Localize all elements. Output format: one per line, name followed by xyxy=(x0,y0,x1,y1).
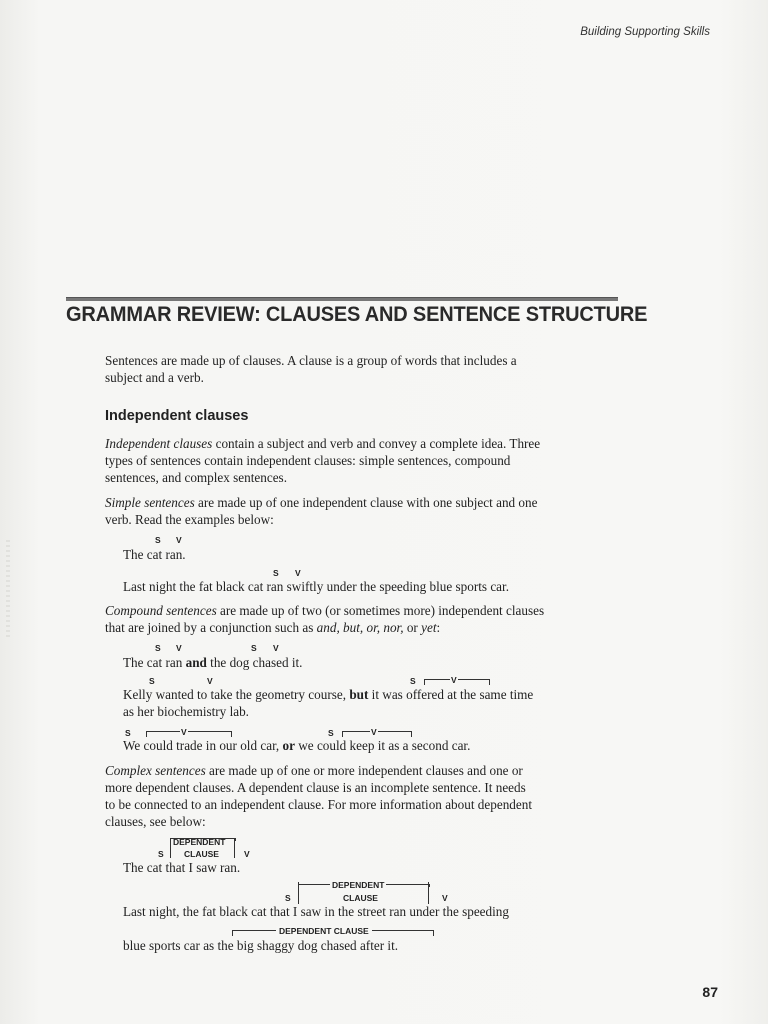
clause-bracket-left xyxy=(170,838,171,858)
compound-line-1: Compound sentences are made up of two (or sometimes more) independent clauses xyxy=(105,603,545,618)
marker-v: V xyxy=(207,676,213,686)
marker-clause: CLAUSE xyxy=(343,893,378,903)
compound-example-3: We could trade in our old car, or we could keep it as a second car. xyxy=(123,738,471,753)
marker-v: V xyxy=(176,535,182,545)
complex-line-4: clauses, see below: xyxy=(105,814,206,829)
independent-line-2: types of sentences contain independent clauses: simple sentences, compound xyxy=(105,453,511,468)
complex-example-1: The cat that I saw ran. xyxy=(123,860,241,875)
complex-example-2-line-1: Last night, the fat black cat that I saw in the street ran under the speeding xyxy=(123,904,509,919)
compound-example-2-line-1: Kelly wanted to take the geometry course, but it was offered at the same time xyxy=(123,687,534,702)
marker-v: V xyxy=(442,893,448,903)
term-complex: Complex sentences xyxy=(105,763,206,778)
simple-example-2: Last night the fat black cat ran swiftly under the speeding blue sports car. xyxy=(123,579,509,594)
term-simple: Simple sentences xyxy=(105,495,195,510)
marker-dependent-clause: DEPENDENT CLAUSE xyxy=(276,926,372,936)
marker-s: S xyxy=(328,728,334,738)
marker-s: S xyxy=(158,849,164,859)
marker-v: V xyxy=(451,675,457,685)
marker-s: S xyxy=(149,676,155,686)
simple-example-1: The cat ran. xyxy=(123,547,186,562)
complex-line-1: Complex sentences are made up of one or more independent clauses and one or xyxy=(105,763,523,778)
marker-s: S xyxy=(410,676,416,686)
complex-line-2: more dependent clauses. A dependent clause is an incomplete sentence. It needs xyxy=(105,780,526,795)
marker-v: V xyxy=(295,568,301,578)
scan-artifact xyxy=(6,540,10,640)
marker-s: S xyxy=(251,643,257,653)
marker-s: S xyxy=(155,643,161,653)
independent-line-3: sentences, and complex sentences. xyxy=(105,470,287,485)
marker-dependent: DEPENDENT xyxy=(173,837,226,847)
intro-line-2: subject and a verb. xyxy=(105,370,204,385)
marker-s: S xyxy=(285,893,291,903)
simple-line-1: Simple sentences are made up of one independent clause with one subject and one xyxy=(105,495,538,510)
simple-line-2: verb. Read the examples below: xyxy=(105,512,274,527)
intro-line-1: Sentences are made up of clauses. A clause is a group of words that includes a xyxy=(105,353,517,368)
compound-line-2: that are joined by a conjunction such as and, but, or, nor, or yet: xyxy=(105,620,441,635)
marker-s: S xyxy=(125,728,131,738)
page-number: 87 xyxy=(702,984,718,1000)
marker-s: S xyxy=(155,535,161,545)
independent-line-1: Independent clauses contain a subject and verb and convey a complete idea. Three xyxy=(105,436,541,451)
marker-v: V xyxy=(371,727,377,737)
complex-line-3: to be connected to an independent clause. For more information about dependent xyxy=(105,797,532,812)
term-independent: Independent clauses xyxy=(105,436,213,451)
marker-v: V xyxy=(176,643,182,653)
compound-example-2-line-2: as her biochemistry lab. xyxy=(123,704,249,719)
page-title: GRAMMAR REVIEW: CLAUSES AND SENTENCE STRUCTURE xyxy=(66,302,648,326)
compound-example-1: The cat ran and the dog chased it. xyxy=(123,655,303,670)
marker-dependent: DEPENDENT xyxy=(332,880,385,890)
section-heading: Independent clauses xyxy=(105,408,249,424)
marker-v: V xyxy=(273,643,279,653)
term-compound: Compound sentences xyxy=(105,603,217,618)
marker-clause: CLAUSE xyxy=(184,849,219,859)
complex-example-2-line-2: blue sports car as the big shaggy dog chased after it. xyxy=(123,938,399,953)
title-rule xyxy=(66,297,618,301)
marker-v: V xyxy=(181,727,187,737)
marker-s: S xyxy=(273,568,279,578)
running-head: Building Supporting Skills xyxy=(580,26,710,38)
marker-v: V xyxy=(244,849,250,859)
clause-bracket-right xyxy=(234,838,235,858)
